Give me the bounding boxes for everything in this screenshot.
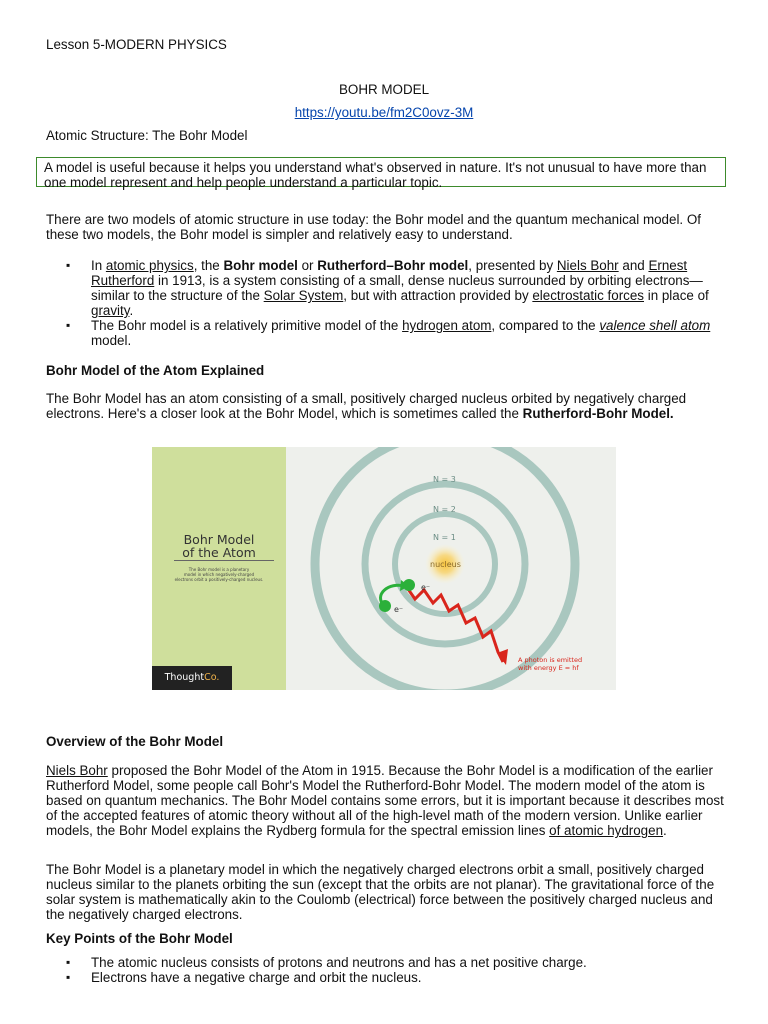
intro-paragraph: There are two models of atomic structure in use today: the Bohr model and the quantum mechanical model. Of these two models, the Bohr model is simpler and relatively easy to understand. bbox=[46, 212, 701, 242]
link-valence-shell-atom[interactable]: valence shell atom bbox=[599, 318, 711, 333]
video-link[interactable]: https://youtu.be/fm2C0ovz-3M bbox=[294, 105, 474, 120]
link-niels-bohr[interactable]: Niels Bohr bbox=[556, 258, 619, 273]
list-item: ▪ Electrons have a negative charge and orbit the nucleus. bbox=[46, 970, 726, 985]
link-electrostatic-forces[interactable]: electrostatic forces bbox=[532, 288, 644, 303]
photon-label: A photon is emitted with energy E = hf bbox=[518, 656, 583, 672]
intro-bullets bbox=[46, 258, 726, 348]
section-heading-key-points: Key Points of the Bohr Model bbox=[46, 931, 233, 946]
callout-box bbox=[36, 157, 726, 190]
list-item: ▪ The Bohr model is a relatively primitive model of the hydrogen atom, compared to the valence shell atom model. bbox=[46, 318, 726, 348]
photon-wave bbox=[408, 589, 503, 662]
section-heading-explained: Bohr Model of the Atom Explained bbox=[46, 363, 265, 378]
video-link-wrap bbox=[0, 105, 768, 120]
callout-text: A model is useful because it helps you understand what's observed in nature. It's not unusual to have more than one model represent and help people understand a particular topic. bbox=[44, 160, 707, 190]
section-heading-overview: Overview of the Bohr Model bbox=[46, 734, 224, 749]
thoughtco-logo: ThoughtCo. bbox=[152, 666, 232, 690]
label-electron-2: e⁻ bbox=[394, 605, 404, 614]
bohr-diagram bbox=[152, 447, 616, 690]
figure-title: Bohr Model of the Atom bbox=[182, 532, 256, 560]
link-atomic-physics[interactable]: atomic physics bbox=[105, 258, 194, 273]
link-solar-system[interactable]: Solar System bbox=[263, 288, 344, 303]
list-item: ▪ The atomic nucleus consists of protons and neutrons and has a net positive charge. bbox=[46, 955, 726, 970]
overview-paragraph-1: Niels Bohr proposed the Bohr Model of the Atom in 1915. Because the Bohr Model is a modification of the earlier Rutherford Model, some people call Bohr's Model the Rutherford-Bohr Model. The modern model of the atom is based on quantum mechanics. The Bohr Model contains some errors, but it is important because it describes most of the accepted features of atomic theory without all of the high-level math of the modern version. Unlike earlier models, the Bohr Model explains the Rydberg formula for the spectral emission lines of atomic hydrogen. bbox=[46, 763, 724, 838]
label-nucleus: nucleus bbox=[430, 560, 461, 569]
label-electron-1: e⁻ bbox=[421, 583, 431, 592]
label-n1: N = 1 bbox=[433, 533, 456, 542]
label-n2: N = 2 bbox=[433, 505, 456, 514]
figure-caption: The Bohr model is a planetary model in which negatively-charged electrons orbit a positively-charged nucleus. bbox=[174, 567, 264, 582]
link-ernest-rutherford[interactable]: Ernest Rutherford bbox=[91, 258, 688, 288]
label-n3: N = 3 bbox=[433, 475, 456, 484]
link-niels-bohr-overview[interactable]: Niels Bohr bbox=[46, 763, 108, 778]
link-hydrogen-atom[interactable]: hydrogen atom bbox=[402, 318, 492, 333]
link-atomic-hydrogen[interactable]: of atomic hydrogen bbox=[549, 823, 664, 838]
key-points-list bbox=[46, 955, 726, 985]
bohr-model-figure bbox=[152, 447, 616, 690]
electron-lower bbox=[379, 600, 391, 612]
electron-upper bbox=[403, 579, 415, 591]
lesson-title: Lesson 5-MODERN PHYSICS bbox=[46, 37, 227, 52]
overview-paragraph-2: The Bohr Model is a planetary model in which the negatively charged electrons orbit a small, positively charged nucleus similar to the planets orbiting the sun (except that the orbits are not planar). The gravitational force of the solar system is mathematically akin to the Coulomb (electrical) force between the positively charged nucleus and the negatively charged electrons. bbox=[46, 862, 715, 922]
link-gravity[interactable]: gravity bbox=[91, 303, 130, 318]
section-paragraph-explained: The Bohr Model has an atom consisting of a small, positively charged nucleus orbited by negatively charged electrons. Here's a closer look at the Bohr Model, which is sometimes called the Rutherford-Bohr Model. bbox=[46, 391, 687, 421]
list-item: ▪ In atomic physics, the Bohr model or Rutherford–Bohr model, presented by Niels Bohr and Ernest Rutherford in 1913, is a system consisting of a small, dense nucleus surrounded by orbiting electrons—similar to the structure of the Solar System, but with attraction provided by electrostatic forces in place of gravity. bbox=[46, 258, 726, 318]
subtitle: Atomic Structure: The Bohr Model bbox=[46, 128, 248, 143]
document-title: BOHR MODEL bbox=[338, 82, 430, 97]
